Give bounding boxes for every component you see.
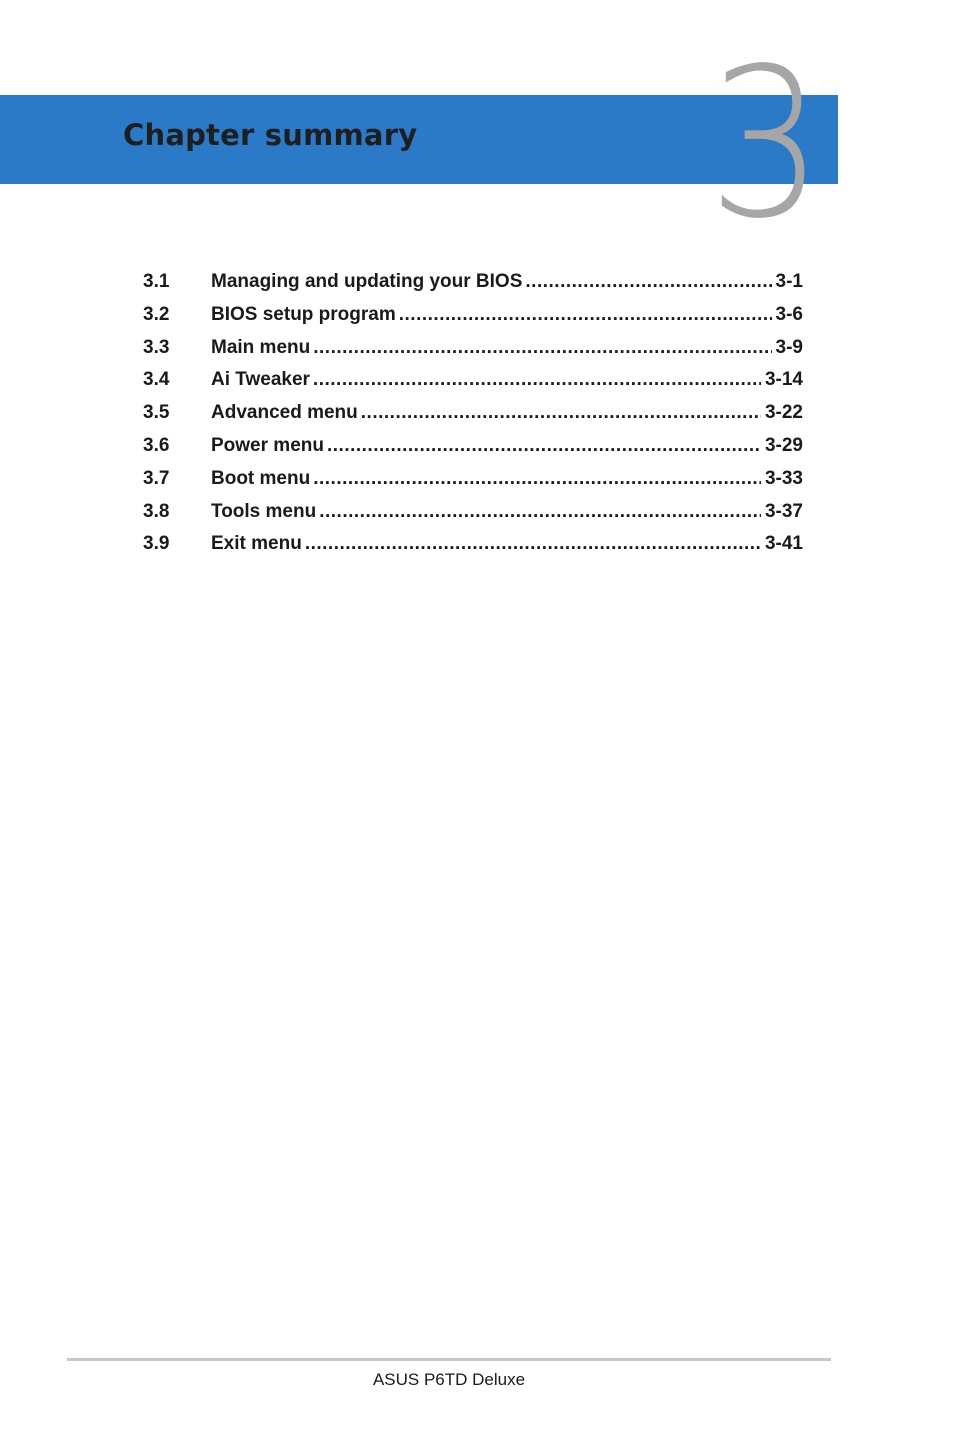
toc-entry-title: Ai Tweaker xyxy=(211,369,310,391)
toc-dot-leader xyxy=(313,332,771,365)
toc-entry-3-9[interactable] xyxy=(143,528,803,561)
toc-entry-number: 3.1 xyxy=(143,271,170,292)
toc-entry-page: 3-9 xyxy=(775,336,803,358)
toc-dot-leader xyxy=(319,496,761,529)
toc-entry-page: 3-29 xyxy=(764,434,803,456)
toc-entry-title: Power menu xyxy=(211,434,324,456)
toc-entry-number: 3.6 xyxy=(143,434,170,456)
table-of-contents xyxy=(143,266,803,561)
toc-entry-title: Boot menu xyxy=(211,467,311,489)
toc-dot-leader xyxy=(305,528,761,561)
toc-entry-3-4[interactable] xyxy=(143,364,803,397)
toc-entry-number: 3.8 xyxy=(143,500,170,522)
toc-entry-number: 3.3 xyxy=(143,336,170,358)
toc-entry-page: 3-41 xyxy=(764,533,803,555)
chapter-number: 3 xyxy=(708,24,824,264)
toc-entry-page: 3-14 xyxy=(764,369,803,391)
toc-entry-3-1[interactable] xyxy=(143,266,803,299)
toc-entry-title: Advanced menu xyxy=(211,402,358,424)
footer-divider xyxy=(67,1358,831,1361)
toc-entry-number: 3.5 xyxy=(143,402,170,424)
toc-entry-3-5[interactable] xyxy=(143,397,803,430)
toc-entry-3-7[interactable] xyxy=(143,463,803,496)
toc-dot-leader xyxy=(327,430,761,463)
toc-dot-leader xyxy=(361,397,761,430)
footer-product-name: ASUS P6TD Deluxe xyxy=(372,1370,526,1389)
toc-entry-page: 3-33 xyxy=(764,467,803,489)
toc-dot-leader xyxy=(313,364,761,397)
toc-entry-title: Tools menu xyxy=(211,500,317,522)
toc-entry-3-6[interactable] xyxy=(143,430,803,463)
toc-entry-3-2[interactable] xyxy=(143,299,803,332)
toc-entry-number: 3.4 xyxy=(143,369,170,391)
toc-entry-title: Managing and updating your BIOS xyxy=(211,271,523,292)
toc-entry-number: 3.7 xyxy=(143,467,170,489)
toc-dot-leader xyxy=(399,299,772,332)
toc-entry-3-8[interactable] xyxy=(143,496,803,529)
toc-dot-leader xyxy=(525,266,771,299)
toc-entry-title: BIOS setup program xyxy=(211,303,396,325)
toc-entry-number: 3.9 xyxy=(143,533,170,555)
toc-entry-3-3[interactable] xyxy=(143,332,803,365)
toc-entry-page: 3-6 xyxy=(775,303,803,325)
toc-entry-title: Main menu xyxy=(211,336,311,358)
toc-entry-page: 3-22 xyxy=(764,402,803,424)
toc-entry-page: 3-1 xyxy=(775,271,803,292)
toc-entry-number: 3.2 xyxy=(143,303,170,325)
toc-dot-leader xyxy=(313,463,761,496)
toc-entry-title: Exit menu xyxy=(211,533,302,555)
toc-entry-page: 3-37 xyxy=(764,500,803,522)
page-title: Chapter summary xyxy=(123,118,418,152)
